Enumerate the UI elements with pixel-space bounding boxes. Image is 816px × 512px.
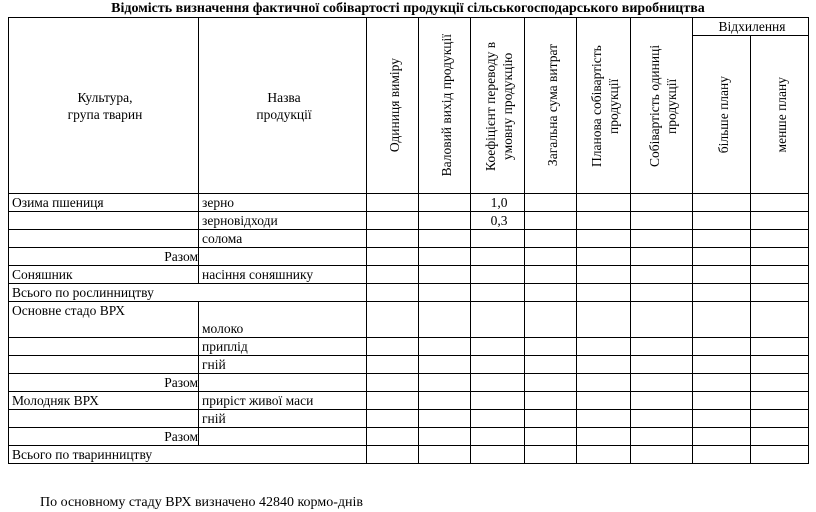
coefficient-cell: 1,0 <box>471 194 525 212</box>
table-row <box>9 302 809 338</box>
culture-cell <box>9 338 199 356</box>
product-cell: гній <box>199 356 367 374</box>
culture-cell <box>9 230 199 248</box>
coefficient-cell: 0,3 <box>471 212 525 230</box>
table-row <box>9 338 809 356</box>
table-row <box>9 194 809 212</box>
culture-cell: Молодняк ВРХ <box>9 392 199 410</box>
coefficient-cell <box>471 266 525 284</box>
coefficient-cell <box>471 338 525 356</box>
total-label: Всього по рослинництву <box>9 284 367 302</box>
header-deviation: Відхилення <box>693 18 809 36</box>
header-planned-cost: Планова собівартість продукції <box>577 18 631 194</box>
product-cell: приплід <box>199 338 367 356</box>
header-product: Назва продукції <box>199 18 367 194</box>
culture-cell: Соняшник <box>9 266 199 284</box>
culture-cell <box>9 410 199 428</box>
coefficient-cell <box>471 410 525 428</box>
coefficient-cell <box>471 230 525 248</box>
product-cell: насіння соняшнику <box>199 266 367 284</box>
header-below-plan: менше плану <box>751 36 809 194</box>
header-unit-cost: Собівартість одиниці продукції <box>631 18 693 194</box>
product-cell: гній <box>199 410 367 428</box>
coefficient-cell <box>471 356 525 374</box>
subtotal-row <box>9 428 809 446</box>
table-row <box>9 212 809 230</box>
product-cell: зерновідходи <box>199 212 367 230</box>
cost-sheet-table <box>8 17 809 464</box>
subtotal-row <box>9 248 809 266</box>
table-row <box>9 410 809 428</box>
product-cell: молоко <box>199 302 367 338</box>
product-cell: приріст живої маси <box>199 392 367 410</box>
product-cell: зерно <box>199 194 367 212</box>
header-above-plan: більше плану <box>693 36 751 194</box>
culture-cell <box>9 356 199 374</box>
subtotal-label: Разом <box>9 248 199 266</box>
header-total-costs: Загальна сума витрат <box>525 18 577 194</box>
culture-cell: Основне стадо ВРХ <box>9 302 199 338</box>
header-culture: Культура, група тварин <box>9 18 199 194</box>
subtotal-label: Разом <box>9 428 199 446</box>
header-coefficient: Коефіцієнт переводу в умовну продукцію <box>471 18 525 194</box>
header-gross-output: Валовий вихід продукції <box>419 18 471 194</box>
culture-cell <box>9 212 199 230</box>
total-row <box>9 446 809 464</box>
table-row <box>9 392 809 410</box>
subtotal-label: Разом <box>9 374 199 392</box>
table-row <box>9 356 809 374</box>
culture-cell: Озима пшениця <box>9 194 199 212</box>
table-row <box>9 266 809 284</box>
coefficient-cell <box>471 392 525 410</box>
document-title: Відомість визначення фактичної собівартості продукції сільськогосподарського виробництва <box>111 1 705 16</box>
table-row <box>9 230 809 248</box>
coefficient-cell <box>471 302 525 338</box>
footnote: По основному стаду ВРХ визначено 42840 кормо-днів <box>40 495 363 510</box>
total-label: Всього по тваринництву <box>9 446 367 464</box>
product-cell: солома <box>199 230 367 248</box>
header-unit: Одиниця виміру <box>367 18 419 194</box>
total-row <box>9 284 809 302</box>
subtotal-row <box>9 374 809 392</box>
